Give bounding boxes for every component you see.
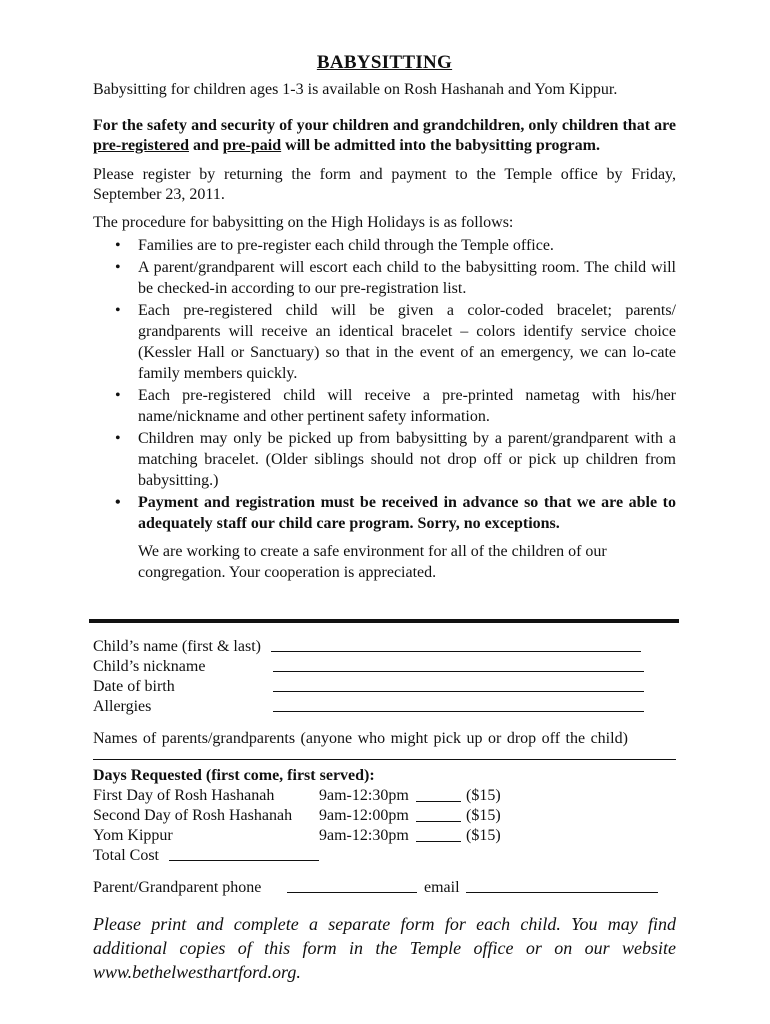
closing-text: We are working to create a safe environment for all of the children of our congregation. Your cooperation is appreciated.: [138, 543, 607, 581]
child-name-row: [93, 637, 676, 657]
document-body: [93, 52, 676, 583]
list-item: • Payment and registration must be received in advance so that we are able to adequately staff our child care program. Sorry, no exceptions.: [115, 494, 676, 532]
list-item: • Each pre-registered child will be given a color-coded bracelet; parents/ grandparents will receive an identical bracelet – colors identify service choice (Kessler Hall or Sanctuary) so that in the event of an emergency, we can lo-cate family members quickly.: [115, 302, 676, 382]
allergies-label: Allergies: [93, 698, 152, 715]
registration-form: [93, 637, 676, 898]
allergies-row: [93, 697, 676, 717]
child-name-field[interactable]: [271, 637, 641, 652]
email-label: email: [424, 879, 460, 896]
child-name-label: Child’s name (first & last): [93, 638, 261, 655]
total-field[interactable]: [169, 846, 319, 861]
procedure-list: [93, 235, 676, 534]
pre-registered-term: pre-registered: [93, 137, 189, 154]
parents-field[interactable]: [93, 757, 676, 760]
dob-row: [93, 677, 676, 697]
bullet-icon: •: [115, 430, 121, 447]
day-row: First Day of Rosh Hashanah 9am-12:30pm ($15): [93, 787, 501, 804]
dob-field[interactable]: [273, 677, 644, 692]
day-row: Second Day of Rosh Hashanah 9am-12:00pm ($15): [93, 807, 501, 824]
registration-text: Please register by returning the form and payment to the Temple office by Friday, September 23, 2011.: [93, 166, 676, 203]
dob-label: Date of birth: [93, 678, 175, 695]
list-item: • Families are to pre-register each child through the Temple office.: [115, 237, 554, 254]
nickname-label: Child’s nickname: [93, 658, 206, 675]
footer-note: Please print and complete a separate form for each child. You may find additional copies of this form in the Temple office or on our website www.bethelwesthartford.org.: [93, 914, 676, 982]
bullet-icon: •: [115, 494, 121, 511]
bullet-icon: •: [115, 237, 121, 254]
day-row: Yom Kippur 9am-12:30pm ($15): [93, 827, 501, 844]
day-selection-field[interactable]: [416, 806, 461, 822]
safety-notice: For the safety and security of your children and grandchildren, only children that are pre-registered and pre-paid will be admitted into the babysitting program.: [93, 117, 676, 154]
page-title: BABYSITTING: [316, 52, 453, 73]
bullet-icon: •: [115, 302, 121, 319]
bullet-icon: •: [115, 259, 121, 276]
nickname-field[interactable]: [273, 657, 644, 672]
list-item: • A parent/grandparent will escort each child to the babysitting room. The child will be checked-in according to our pre-registration list.: [115, 259, 676, 297]
days-heading: Days Requested (first come, first served):: [93, 767, 375, 784]
list-item: • Each pre-registered child will receive a pre-printed nametag with his/her name/nickname and other pertinent safety information.: [115, 387, 676, 425]
pre-paid-term: pre-paid: [222, 137, 282, 154]
day-selection-field[interactable]: [416, 826, 461, 842]
procedure-intro: The procedure for babysitting on the High Holidays is as follows:: [93, 214, 514, 231]
section-divider: [89, 619, 679, 623]
email-field[interactable]: [466, 878, 658, 893]
total-row: [93, 846, 676, 866]
allergies-field[interactable]: [273, 697, 644, 712]
day-selection-field[interactable]: [416, 786, 461, 802]
bullet-icon: •: [115, 387, 121, 404]
total-label: Total Cost: [93, 847, 159, 864]
phone-field[interactable]: [287, 878, 417, 893]
nickname-row: [93, 657, 676, 677]
contact-row: [93, 878, 676, 898]
intro-text: Babysitting for children ages 1-3 is available on Rosh Hashanah and Yom Kippur.: [93, 81, 618, 98]
parents-label: Names of parents/grandparents (anyone who might pick up or drop off the child): [93, 730, 628, 747]
list-item: • Children may only be picked up from babysitting by a parent/grandparent with a matching bracelet. (Older siblings should not drop off or pick up children from babysitting.): [115, 430, 676, 489]
phone-label: Parent/Grandparent phone: [93, 879, 262, 896]
